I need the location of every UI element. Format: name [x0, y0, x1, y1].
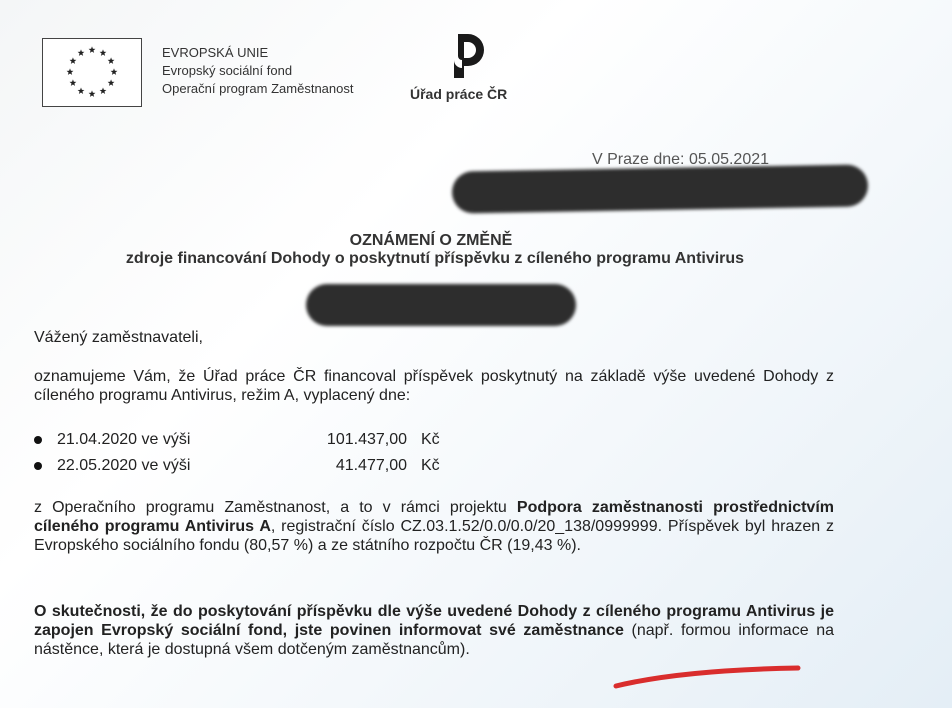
eu-flag-logo — [42, 38, 142, 107]
red-underline-mark — [612, 664, 802, 694]
eu-line-2: Evropský sociální fond — [162, 63, 293, 78]
document-subtitle: zdroje financování Dohody o poskytnutí příspěvku z cíleného programu Antivirus — [125, 250, 745, 267]
project-name: Podpora zaměstnanosti prostřednictvím cíleného programu Antivirus A — [34, 499, 834, 535]
eu-star-icon — [100, 49, 107, 56]
bullet-icon — [34, 436, 42, 444]
eu-program-text — [162, 44, 353, 98]
eu-star-icon — [111, 68, 118, 75]
eu-star-icon — [70, 79, 77, 86]
notice-paragraph — [34, 602, 834, 659]
notice-obligation: O skutečnosti, že do poskytování příspěvku dle výše uvedené Dohody z cíleného programu Antivirus je zapojen Evropský sociální fond, jste povinen informovat své zaměstnance — [34, 603, 834, 639]
eu-star-icon — [108, 57, 115, 64]
project-text-1: z Operačního programu Zaměstnanost, a to v rámci projektu — [34, 499, 517, 516]
payment-currency: Kč — [421, 431, 440, 448]
eu-stars-icon — [43, 39, 141, 106]
payment-date: 22.05.2020 ve výši — [57, 457, 191, 474]
eu-star-icon — [100, 87, 107, 94]
document-title: OZNÁMENÍ O ZMĚNĚ — [349, 232, 513, 249]
eu-star-icon — [70, 57, 77, 64]
payment-amount: 101.437,00 — [326, 431, 407, 448]
project-text-2: , registrační číslo CZ.03.1.52/0.0/0.0/20_138/0999999. Příspěvek byl hrazen z Evropského sociálního fondu (80,57 %) a ze státního rozpočtu ČR (19,43 %). — [34, 518, 835, 554]
payment-row — [34, 457, 440, 475]
eu-star-icon — [108, 79, 115, 86]
project-paragraph — [34, 498, 834, 555]
payment-date: 21.04.2020 ve výši — [57, 431, 191, 448]
eu-line-3: Operační program Zaměstnanost — [162, 81, 354, 96]
notice-example: (např. formou informace na nástěnce, která je dostupná všem dotčeným zaměstnancům). — [34, 622, 834, 658]
payment-currency: Kč — [421, 457, 440, 474]
urad-prace-logo — [440, 30, 492, 82]
eu-star-icon — [67, 68, 74, 75]
eu-star-icon — [89, 90, 96, 97]
redaction-address — [452, 164, 869, 213]
date-line: V Praze dne: 05.05.2021 — [592, 151, 770, 168]
eu-line-1: EVROPSKÁ UNIE — [162, 45, 269, 60]
greeting: Vážený zaměstnavateli, — [34, 329, 203, 346]
office-name: Úřad práce ČR — [410, 86, 508, 102]
eu-star-icon — [89, 46, 96, 53]
intro-paragraph: oznamujeme Vám, že Úřad práce ČR financoval příspěvek poskytnutý na základě výše uvedené Dohody z cíleného programu Antivirus, režim A, vyplacený dne: — [34, 368, 834, 404]
eu-star-icon — [78, 87, 85, 94]
payment-amount: 41.477,00 — [335, 457, 407, 474]
redaction-reference — [306, 284, 576, 326]
bullet-icon — [34, 462, 42, 470]
payment-row — [34, 431, 440, 449]
eu-star-icon — [78, 49, 85, 56]
